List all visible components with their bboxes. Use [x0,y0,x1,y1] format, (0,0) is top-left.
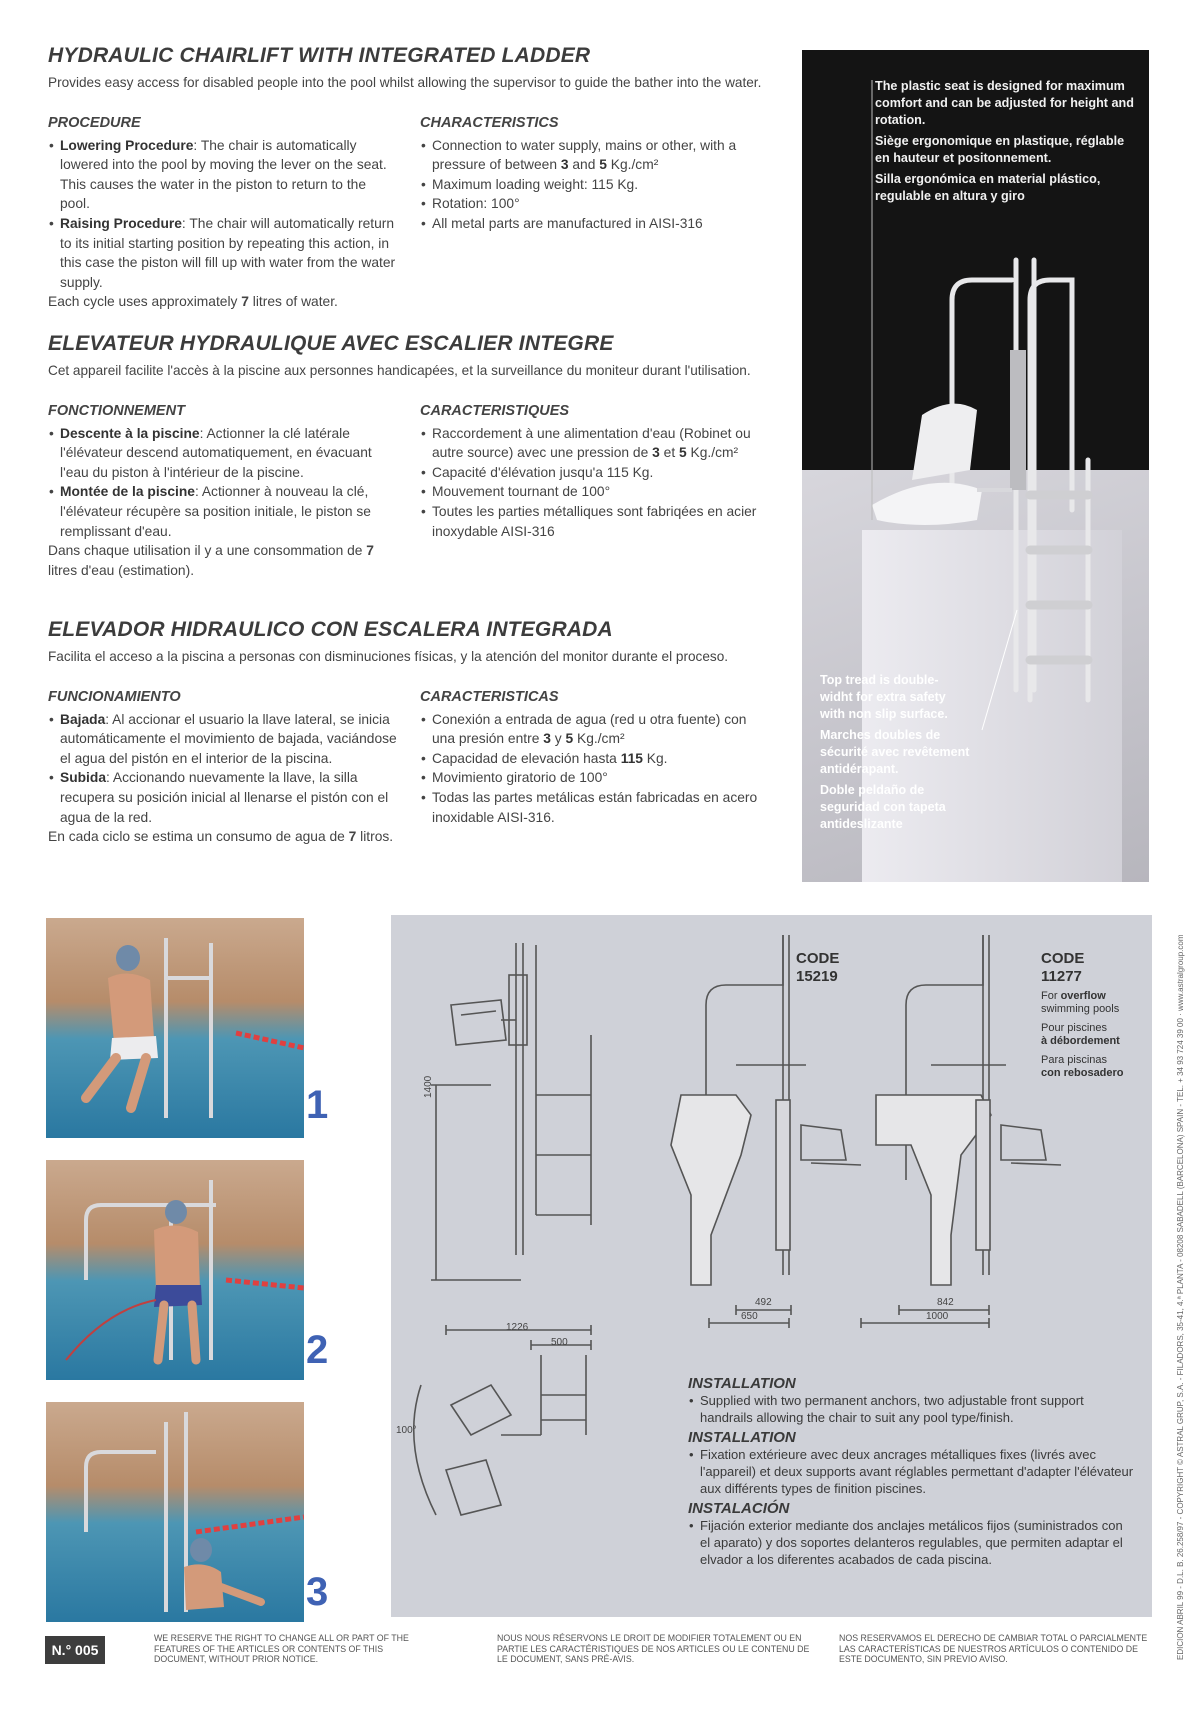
document-number-badge: N.° 005 [45,1636,105,1664]
step-number-3: 3 [306,1570,329,1614]
lowering-label: Descente à la piscine [60,425,200,441]
raising-text: : Accionando nuevamente la llave, la silla recupera su posición inicial al llenarse el pistón con el agua de la red. [60,770,389,825]
step-photo-3 [46,1402,304,1622]
vertical-copyright: EDICION ABRIL 99 - D.L. B. 26.258/97 - COPYRIGHT © ASTRAL GRUP, S.A. - FILADORS, 35-41, 4.ª PLANTA - 08208 SABADELL (BARCELONA) SPAIN - TEL. + 34 93 724 39 00 · www.astralgroup.com [1176,934,1185,1660]
step-number-1: 1 [306,1083,329,1127]
characteristic-item: • Capacidad de elevación hasta 115 Kg. [421,750,668,766]
characteristic-item: • Todas las partes metálicas están fabricadas en acero inoxidable AISI-316. [421,789,758,825]
lowering-item: • Bajada: Al accionar el usuario la llave lateral, se inicia automáticamente el movimiento de bajada, vaciándose el agua del pistón en el interior de la piscina. [49,711,397,766]
lowering-text: : Actionner la clé latérale l'élévateur descend automatiquement, en évacuant l'eau du piston à l'intérieur de la piscine. [60,425,372,480]
characteristic-item: • Conexión a entrada de agua (red u otra fuente) con una presión entre 3 y 5 Kg./cm² [421,711,747,747]
english-intro: Provides easy access for disabled people into the pool whilst allowing the supervisor to guide the bather into the water. [48,75,762,90]
raising-label: Montée de la piscine [60,484,195,500]
installation-heading-en: INSTALLATION [688,1375,796,1392]
pool-scene-3 [46,1402,304,1620]
procedure-heading: PROCEDURE [48,115,141,131]
code-11277: CODE 11277 For overflow swimming pools Pour piscines à débordement Para piscinas con rebosadero [1041,950,1124,1079]
french-title: ELEVATEUR HYDRAULIQUE AVEC ESCALIER INTEGRE [48,332,614,355]
code-15219: CODE 15219 [796,950,840,985]
step-photo-1 [46,918,304,1138]
raising-text: : The chair will automatically return to its initial starting position by repeating this action, in this case the piston will fill up with water from the water supply. [60,215,396,290]
spanish-procedure [48,688,398,847]
installation-text-es: • Fijación exterior mediante dos anclajes metálicos fijos (suministrados con el aparato) y dos soportes delanteros regulables, que permiten adaptar el elvador a los diferentes acabados de cada piscina. [689,1518,1123,1567]
french-intro: Cet appareil facilite l'accès à la piscine aux personnes handicapées, et la surveillance du moniteur durant l'utilisation. [48,363,751,378]
step-photo-2 [46,1160,304,1380]
lowering-label: Lowering Procedure [60,137,194,153]
cycle-text: Each cycle uses approximately 7 litres of water. [48,294,338,310]
raising-text: : Actionner à nouveau la clé, l'élévateur récupère sa position initiale, le piston se remplissant d'eau. [60,484,371,539]
french-characteristics [420,402,765,541]
characteristic-item: • Toutes les parties métalliques sont fabriqées en acier inoxydable AISI-316 [421,503,757,539]
tread-caption: Top tread is double-widht for extra safety with non slip surface. Marches doubles de sécurité avec revêtement antidérapant. Doble peldaño de seguridad con tapeta antideslizante [820,673,970,831]
pool-scene-1 [46,918,304,1138]
footer-notice-fr: NOUS NOUS RÉSERVONS LE DROIT DE MODIFIER TOTALEMENT OU EN PARTIE LES CARACTÉRISTIQUES DE NOS ARTICLES OU LE CONTENU DE LE DOCUMENT, SANS PRÉ-AVIS. [497,1633,810,1664]
spanish-title: ELEVADOR HIDRAULICO CON ESCALERA INTEGRADA [48,618,613,641]
english-characteristics [420,114,765,234]
characteristic-item: • Rotation: 100° [421,196,520,212]
installation-heading-es: INSTALACIÓN [688,1500,790,1517]
lowering-text: : The chair is automatically lowered into the pool by moving the lever on the seat. This causes the water in the piston to return to the pool. [60,137,387,212]
french-procedure [48,402,398,580]
cycle-text: En cada ciclo se estima un consumo de agua de 7 litros. [48,829,394,845]
characteristic-item: • Connection to water supply, mains or other, with a pressure of between 3 and 5 Kg./cm² [421,137,737,173]
raising-item: • Montée de la piscine: Actionner à nouveau la clé, l'élévateur récupère sa position initiale, le piston se remplissant d'eau. [49,484,371,539]
lowering-label: Bajada [60,711,106,727]
dimension-angle: 100° [396,1425,417,1436]
product-photo [802,50,1149,882]
seat-caption: The plastic seat is designed for maximum comfort and can be adjusted for height and rotation. Siège ergonomique en plastique, réglable en hauteur et positonnement. Silla ergonómica en material plástico, regulable en altura y giro [875,79,1134,203]
characteristic-item: • Capacité d'élévation jusqu'a 115 Kg. [421,464,654,480]
installation-text-fr: • Fixation extérieure avec deux ancrages métalliques fixes (livrés avec l'appareil) et deux supports avant réglables permettant d'adapter l'élévateur aux différents types de finition piscines. [689,1447,1134,1496]
raising-item: • Subida: Accionando nuevamente la llave, la silla recupera su posición inicial al llenarse el pistón con el agua de la red. [49,770,389,825]
characteristic-item: • All metal parts are manufactured in AISI-316 [421,215,703,231]
procedure-heading: FUNCIONAMIENTO [48,689,181,705]
lowering-item: • Descente à la piscine: Actionner la clé latérale l'élévateur descend automatiquement, en évacuant l'eau du piston à l'intérieur de la piscine. [49,425,372,480]
pool-scene-2 [46,1160,304,1380]
characteristics-heading: CARACTERISTICAS [420,689,559,705]
dimension-842: 842 [937,1297,954,1308]
lowering-text: : Al accionar el usuario la llave lateral, se inicia automáticamente el movimiento de bajada, vaciándose el agua del pistón en el interior de la piscina. [60,711,397,766]
spanish-intro: Facilita el acceso a la piscina a personas con disminuciones físicas, y la atención del monitor durante el proceso. [48,649,729,664]
raising-label: Subida [60,770,106,786]
procedure-heading: FONCTIONNEMENT [48,403,185,419]
dimension-1226: 1226 [506,1322,529,1333]
technical-diagram-panel [391,915,1152,1617]
characteristic-item: • Movimiento giratorio de 100° [421,770,608,786]
lowering-item: • Lowering Procedure: The chair is automatically lowered into the pool by moving the lever on the seat. This causes the water in the piston to return to the pool. [49,137,387,212]
raising-item: • Raising Procedure: The chair will automatically return to its initial starting position by repeating this action, in this case the piston will fill up with water from the water supply. [49,215,396,290]
raising-label: Raising Procedure [60,215,182,231]
characteristic-item: • Mouvement tournant de 100° [421,484,611,500]
installation-heading-fr: INSTALLATION [688,1429,796,1446]
dimension-650: 650 [741,1311,758,1322]
installation-section [688,1375,1136,1568]
english-procedure [48,114,398,312]
cycle-text: Dans chaque utilisation il y a une consommation de 7 litres d'eau (estimation). [48,543,374,578]
dimension-500: 500 [551,1337,568,1348]
characteristic-item: • Raccordement à une alimentation d'eau (Robinet ou autre source) avec une pression de 3 et 5 Kg./cm² [421,425,751,461]
dimension-492: 492 [755,1297,772,1308]
dimension-1400: 1400 [423,1075,434,1098]
english-title: HYDRAULIC CHAIRLIFT WITH INTEGRATED LADDER [48,44,591,67]
characteristics-heading: CHARACTERISTICS [420,115,559,131]
footer-notice-en: WE RESERVE THE RIGHT TO CHANGE ALL OR PART OF THE FEATURES OF THE ARTICLES OR CONTENTS OF THIS DOCUMENT, WITHOUT PRIOR NOTICE. [154,1633,409,1664]
spanish-characteristics [420,688,765,827]
installation-text-en: • Supplied with two permanent anchors, two adjustable front support handrails allowing the chair to suit any pool type/finish. [689,1393,1084,1425]
dimension-1000: 1000 [926,1311,949,1322]
footer-notice-es: NOS RESERVAMOS EL DERECHO DE CAMBIAR TOTAL O PARCIALMENTE LAS CARACTERÍSTICAS DE NUESTROS ARTÍCULOS O CONTENIDO DE ESTE DOCUMENTO, SIN PREVIO AVISO. [839,1633,1148,1664]
characteristics-heading: CARACTERISTIQUES [420,403,570,419]
step-number-2: 2 [306,1328,329,1372]
characteristic-item: • Maximum loading weight: 115 Kg. [421,176,639,192]
